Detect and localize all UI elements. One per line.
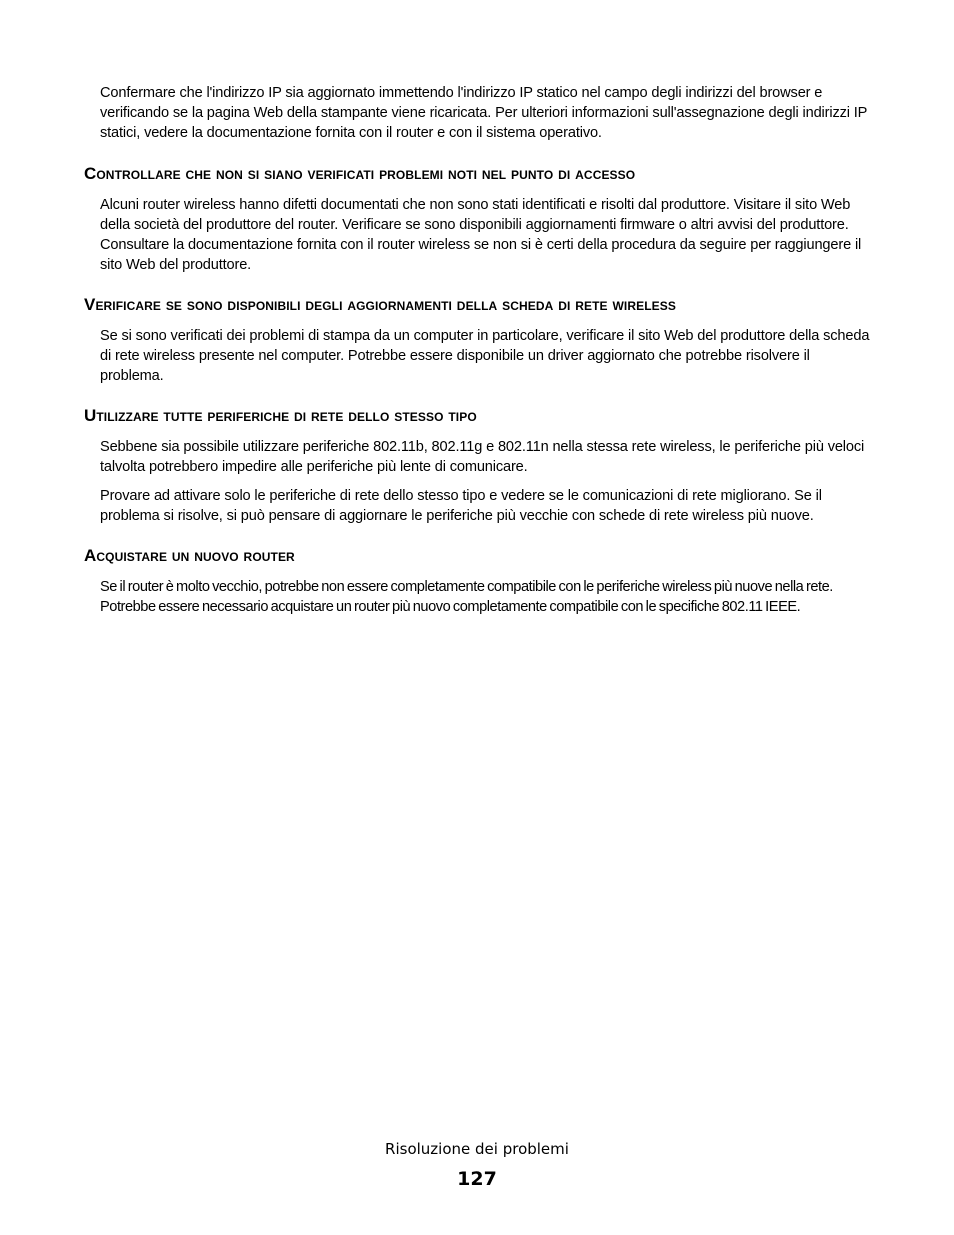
section-heading: Acquistare un nuovo router xyxy=(84,546,295,565)
section-network-card-updates xyxy=(84,294,874,386)
section-paragraph: Se il router è molto vecchio, potrebbe non essere completamente compatibile con le periferiche wireless più nuove nella rete. Potrebbe essere necessario acquistare un router più nuovo completamente compatibile con le specifiche 802.11 IEEE. xyxy=(100,579,833,615)
section-heading: Utilizzare tutte periferiche di rete dello stesso tipo xyxy=(84,406,477,425)
footer-section-title: Risoluzione dei problemi xyxy=(385,1140,569,1158)
section-paragraph: Sebbene sia possibile utilizzare periferiche 802.11b, 802.11g e 802.11n nella stessa rete wireless, le periferiche più veloci talvolta potrebbero impedire alle periferiche più lente di comunicare. xyxy=(100,439,865,475)
section-new-router xyxy=(84,545,874,617)
section-same-type-devices xyxy=(84,405,874,526)
page-number: 127 xyxy=(457,1168,497,1190)
section-access-point xyxy=(84,163,874,275)
intro-paragraph: Confermare che l'indirizzo IP sia aggiornato immettendo l'indirizzo IP statico nel campo degli indirizzi del browser e verificando se la pagina Web della stampante viene ricaricata. Per ulteriori informazioni sull'assegnazione degli indirizzi IP statici, vedere la documentazione fornita con il router e con il sistema operativo. xyxy=(100,85,867,141)
section-heading: Controllare che non si siano verificati problemi noti nel punto di accesso xyxy=(84,164,636,183)
section-paragraph: Alcuni router wireless hanno difetti documentati che non sono stati identificati e risolti dal produttore. Visitare il sito Web della società del produttore del router. Verificare se sono disponibili aggiornamenti firmware o altri avvisi del produttore. Consultare la documentazione fornita con il router wireless se non si è certi della procedura da seguire per raggiungere il sito Web del produttore. xyxy=(100,197,862,273)
section-paragraph: Se si sono verificati dei problemi di stampa da un computer in particolare, verificare il sito Web del produttore della scheda di rete wireless presente nel computer. Potrebbe essere disponibile un driver aggiornato che potrebbe risolvere il problema. xyxy=(100,328,870,384)
page-content xyxy=(84,83,874,617)
section-heading: Verificare se sono disponibili degli aggiornamenti della scheda di rete wireless xyxy=(84,295,676,314)
section-paragraph: Provare ad attivare solo le periferiche di rete dello stesso tipo e vedere se le comunicazioni di rete migliorano. Se il problema si risolve, si può pensare di aggiornare le periferiche più vecchie con schede di rete wireless più nuove. xyxy=(100,488,822,524)
